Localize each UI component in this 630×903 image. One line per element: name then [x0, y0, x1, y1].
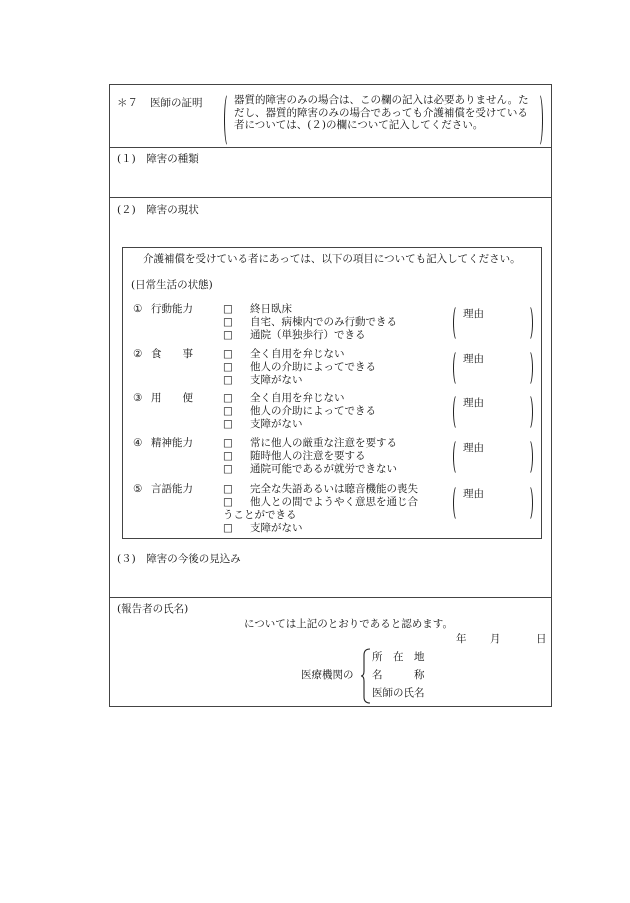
daily-life-box [122, 247, 542, 539]
doctor-name-label: 医師の氏名 [372, 687, 425, 699]
checkbox[interactable]: □ [223, 437, 233, 449]
checkbox[interactable]: □ [223, 405, 233, 417]
option-label: 随時他人の注意を要する [250, 450, 366, 462]
option-label: 支障がない [250, 374, 303, 386]
section-number: ＊７ [117, 97, 138, 109]
reason-label: 理由 [463, 353, 484, 365]
checkbox[interactable]: □ [223, 522, 233, 534]
reason-label: 理由 [463, 442, 484, 454]
checkbox[interactable]: □ [223, 303, 233, 315]
section2-label: (２) 障害の現状 [117, 204, 199, 216]
section-title: 医師の証明 [150, 97, 203, 109]
reason-close-paren [525, 350, 533, 386]
section1-label: (１) 障害の種類 [117, 153, 199, 165]
option-label: 常に他人の厳重な注意を要する [250, 437, 397, 449]
item-number: ② [133, 348, 143, 360]
reason-close-paren [525, 394, 533, 430]
checkbox[interactable]: □ [223, 463, 233, 475]
item-number: ⑤ [133, 483, 143, 495]
certificate-form [109, 84, 552, 707]
checkbox[interactable]: □ [223, 392, 233, 404]
option-label: 通院可能であるが就労できない [250, 463, 397, 475]
institution-name-label: 名 称 [372, 669, 425, 681]
reason-close-paren [525, 439, 533, 475]
note-open-paren [224, 93, 232, 147]
checkbox[interactable]: □ [223, 450, 233, 462]
divider [110, 597, 551, 598]
option-label: 終日臥床 [250, 303, 292, 315]
item-name: 言語能力 [151, 483, 193, 495]
left-brace-icon [360, 647, 372, 705]
checkbox[interactable]: □ [223, 329, 233, 341]
checkbox[interactable]: □ [223, 418, 233, 430]
option-label: 他人の介助によってできる [250, 361, 376, 373]
daily-life-sublabel: (日常生活の状態) [131, 279, 213, 291]
institution-label: 医療機関の [301, 669, 354, 681]
option-label: 全く自用を弁じない [250, 348, 345, 360]
option-label: 他人の介助によってできる [250, 405, 376, 417]
item-name: 精神能力 [151, 437, 193, 449]
option-label: 全く自用を弁じない [250, 392, 345, 404]
lead-text: 介護補償を受けている者にあっては、以下の項目についても記入してください。 [143, 253, 521, 265]
option-label: 支障がない [250, 418, 303, 430]
item-number: ③ [133, 392, 143, 404]
reason-open-paren [453, 394, 461, 430]
item-name: 食 事 [151, 348, 193, 360]
year-label: 年 [456, 633, 467, 645]
checkbox[interactable]: □ [223, 496, 233, 508]
item-number: ① [133, 303, 143, 315]
reason-open-paren [453, 439, 461, 475]
header-note: 器質的障害のみの場合は、この欄の記入は必要ありません。ただし、器質的障害のみの場合であっても介護補償を受けている者については、(２)の欄について記入してください。 [234, 94, 529, 131]
option-label: 他人との間でようやく意思を通じ合 [250, 496, 418, 508]
option-label: 通院（単独歩行）できる [250, 329, 366, 341]
option-label: 支障がない [250, 522, 303, 534]
item-name: 行動能力 [151, 303, 193, 315]
reason-label: 理由 [463, 308, 484, 320]
item-number: ④ [133, 437, 143, 449]
item-name: 用 便 [151, 392, 193, 404]
reason-open-paren [453, 305, 461, 341]
reason-close-paren [525, 305, 533, 341]
certify-text: については上記のとおりであると認めます。 [244, 618, 453, 630]
divider [110, 147, 551, 148]
checkbox[interactable]: □ [223, 316, 233, 328]
reason-open-paren [453, 485, 461, 521]
reporter-name-label: (報告者の氏名) [117, 603, 189, 615]
month-label: 月 [490, 633, 501, 645]
section3-label: (３) 障害の今後の見込み [117, 553, 241, 565]
checkbox[interactable]: □ [223, 361, 233, 373]
day-label: 日 [536, 633, 547, 645]
reason-label: 理由 [463, 397, 484, 409]
checkbox[interactable]: □ [223, 374, 233, 386]
checkbox[interactable]: □ [223, 483, 233, 495]
reason-label: 理由 [463, 488, 484, 500]
checkbox[interactable]: □ [223, 348, 233, 360]
option-label: 完全な失語あるいは聴音機能の喪失 [250, 483, 418, 495]
note-close-paren [535, 93, 543, 147]
reason-close-paren [525, 485, 533, 521]
divider [110, 197, 551, 198]
option-label-continued: うことができる [223, 509, 297, 521]
option-label: 自宅、病棟内でのみ行動できる [250, 316, 397, 328]
reason-open-paren [453, 350, 461, 386]
address-label: 所 在 地 [372, 651, 425, 663]
